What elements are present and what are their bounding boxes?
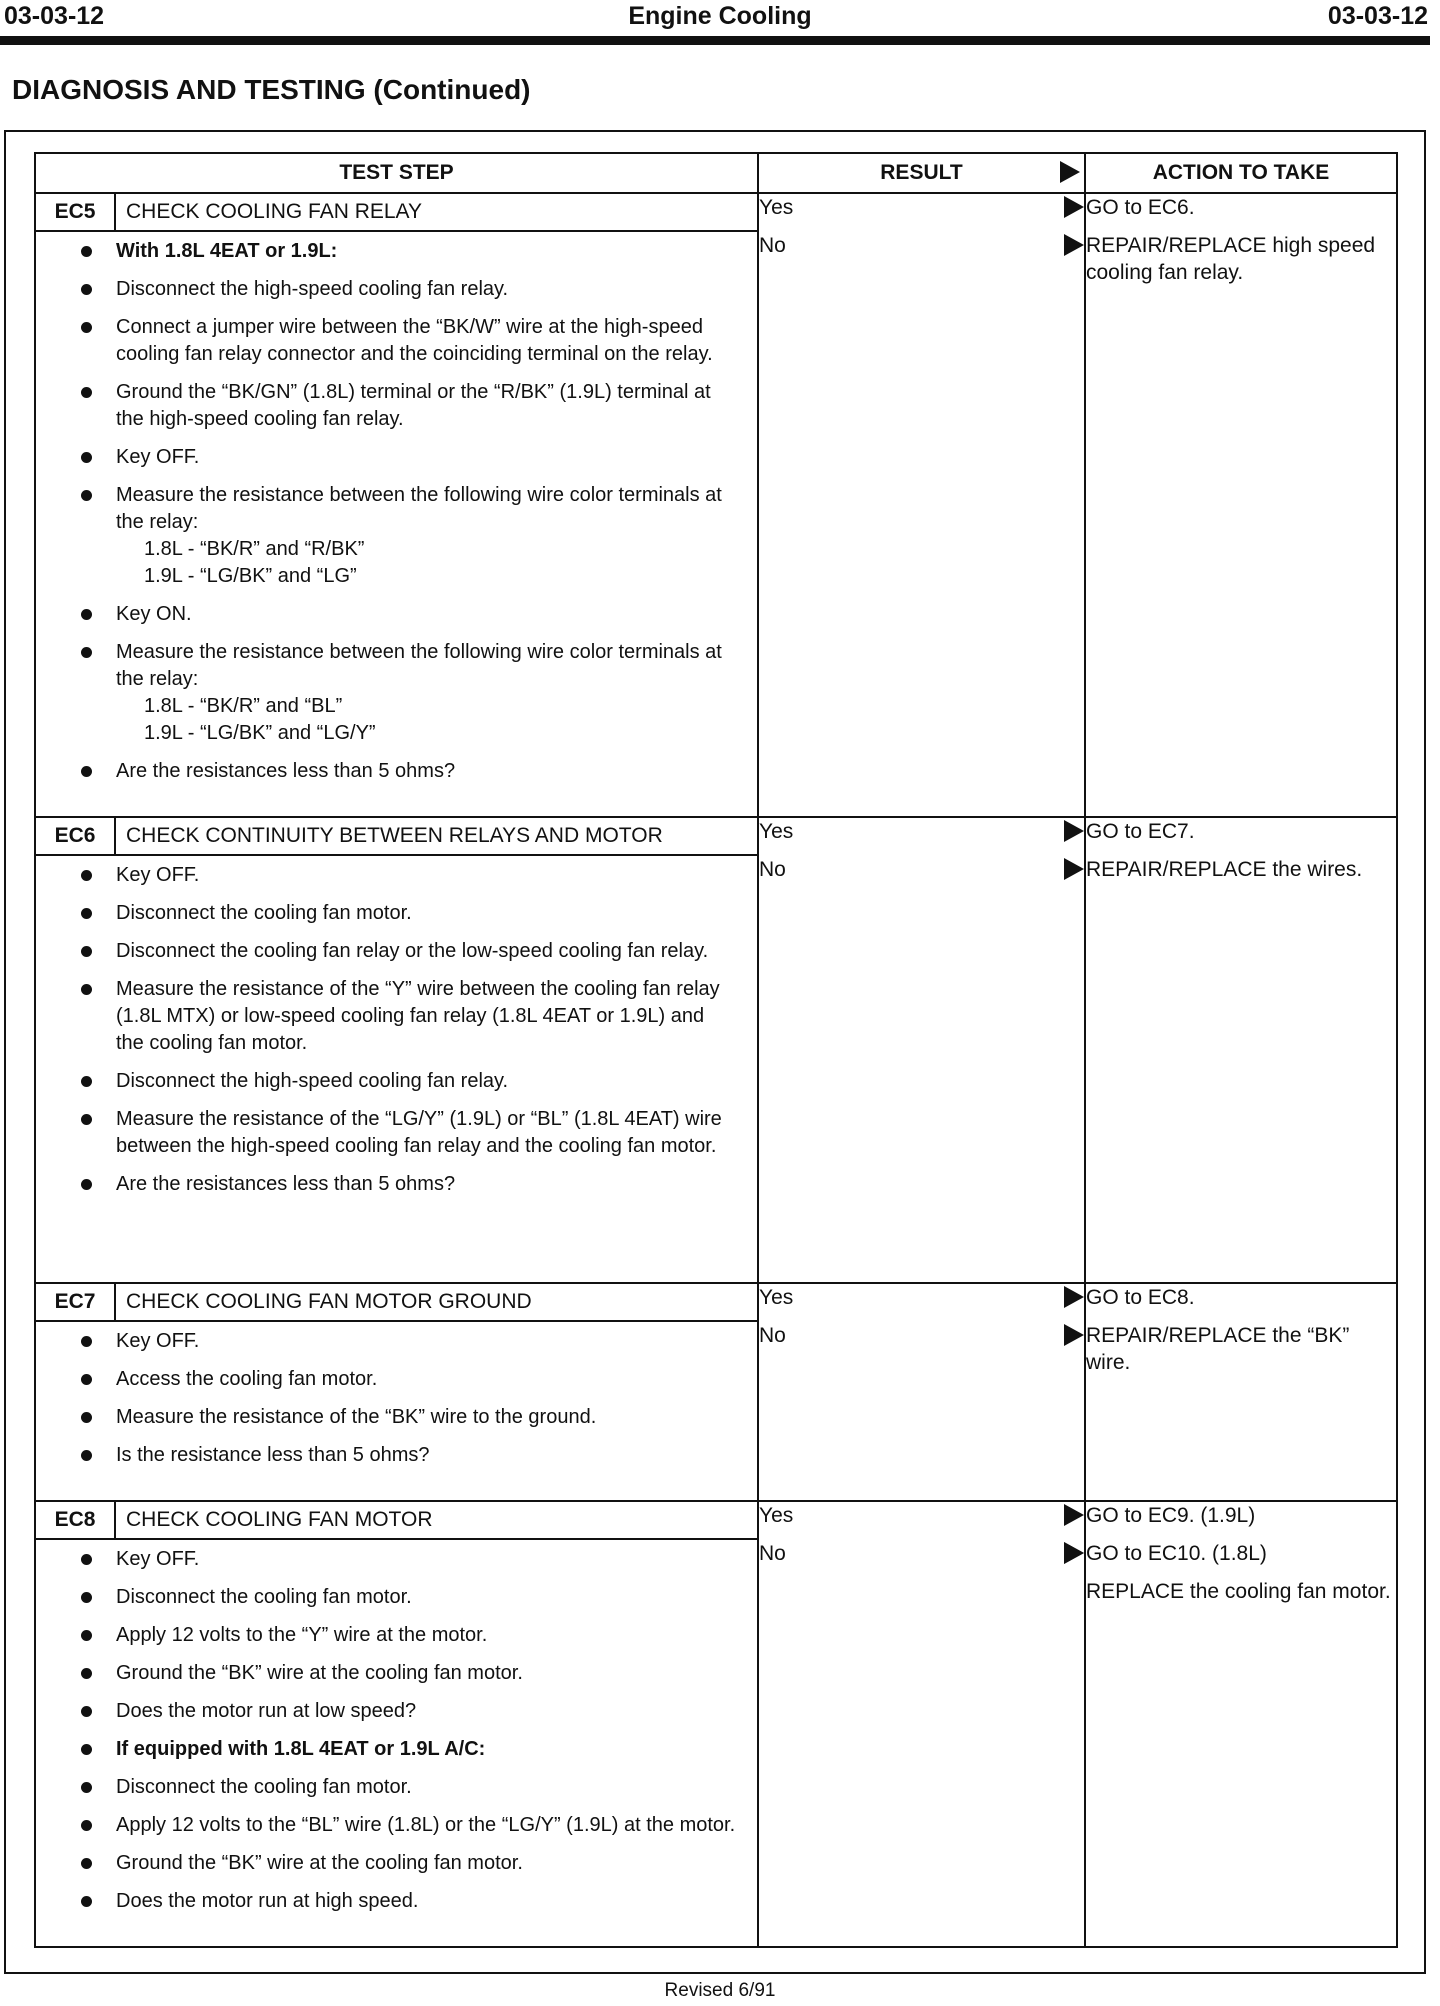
test-step-cell: [35, 817, 758, 1283]
action-text: GO to EC9. (1.9L): [1086, 1504, 1256, 1527]
list-item: Key OFF.: [116, 862, 737, 889]
wire-pair-line: 1.9L - “LG/BK” and “LG/Y”: [144, 722, 376, 744]
list-item: Key ON.: [116, 601, 737, 628]
step-title: CHECK COOLING FAN MOTOR GROUND: [126, 1290, 532, 1313]
step-title: CHECK COOLING FAN MOTOR: [126, 1508, 433, 1531]
test-step-cell: [35, 193, 758, 817]
list-item: Disconnect the high-speed cooling fan relay.: [116, 1068, 737, 1095]
page-number-left: 03-03-12: [4, 2, 105, 30]
arrow-right-icon: [1064, 858, 1084, 880]
list-item: Disconnect the cooling fan motor.: [116, 1774, 737, 1801]
list-item: Connect a jumper wire between the “BK/W” wire at the high-speed cooling fan relay connector and the coinciding terminal on the relay.: [116, 314, 737, 368]
result-yes: Yes: [759, 196, 794, 219]
result-line: [759, 1284, 1084, 1311]
action-text: GO to EC7.: [1086, 820, 1195, 843]
step-row-ec8: [35, 1501, 1397, 1947]
list-item: Ground the “BK” wire at the cooling fan motor.: [116, 1850, 737, 1877]
result-cell: [758, 1501, 1085, 1947]
arrow-right-icon: [1064, 820, 1084, 842]
result-line: [759, 1322, 1084, 1349]
action-cell: [1085, 193, 1397, 817]
step-title: CHECK CONTINUITY BETWEEN RELAYS AND MOTOR: [126, 824, 663, 847]
result-line: [759, 818, 1084, 845]
list-item: Does the motor run at low speed?: [116, 1698, 737, 1725]
test-step-cell: [35, 1501, 758, 1947]
result-line: [759, 1502, 1084, 1529]
action-cell: [1085, 817, 1397, 1283]
list-item: Key OFF.: [116, 1546, 737, 1573]
action-cell: [1085, 1283, 1397, 1501]
action-text: REPLACE the cooling fan motor.: [1086, 1580, 1391, 1603]
step-row-ec6: [35, 817, 1397, 1283]
list-item: Apply 12 volts to the “Y” wire at the motor.: [116, 1622, 737, 1649]
step-code: EC6: [36, 818, 116, 854]
result-yes: Yes: [759, 820, 794, 843]
step-title-bar: [36, 818, 757, 856]
list-item: Disconnect the cooling fan motor.: [116, 1584, 737, 1611]
list-item: Are the resistances less than 5 ohms?: [116, 758, 737, 785]
list-item: Key OFF.: [116, 444, 737, 471]
list-item: Apply 12 volts to the “BL” wire (1.8L) or the “LG/Y” (1.9L) at the motor.: [116, 1812, 737, 1839]
step-title-bar: [36, 1502, 757, 1540]
result-no: No: [759, 858, 786, 881]
action-text: GO to EC8.: [1086, 1286, 1195, 1309]
list-item: Is the resistance less than 5 ohms?: [116, 1442, 737, 1469]
list-item-text: Measure the resistance between the following wire color terminals at the relay:: [116, 641, 722, 690]
list-item: [116, 639, 737, 747]
test-step-cell: [35, 1283, 758, 1501]
arrow-right-icon: [1064, 1504, 1084, 1526]
list-item: [116, 482, 737, 590]
action-text: GO to EC10. (1.8L): [1086, 1542, 1267, 1565]
result-yes: Yes: [759, 1504, 794, 1527]
list-item: Measure the resistance of the “LG/Y” (1.9L) or “BL” (1.8L 4EAT) wire between the high-speed cooling fan relay and the cooling fan motor.: [116, 1106, 737, 1160]
list-item: Key OFF.: [116, 1328, 737, 1355]
revision-note: Revised 6/91: [664, 1980, 776, 2001]
step-title-bar: [36, 1284, 757, 1322]
step-bullets: [36, 1322, 757, 1486]
arrow-right-icon: [1064, 1542, 1084, 1564]
list-item-text: Measure the resistance between the following wire color terminals at the relay:: [116, 484, 722, 533]
action-text: REPAIR/REPLACE high speed cooling fan relay.: [1086, 234, 1376, 284]
arrow-right-icon: [1064, 234, 1084, 256]
list-item: Disconnect the cooling fan motor.: [116, 900, 737, 927]
result-line: [759, 856, 1084, 883]
column-header-test-step: TEST STEP: [35, 153, 758, 193]
table-header-row: [35, 153, 1397, 193]
result-cell: [758, 1283, 1085, 1501]
list-item: Disconnect the cooling fan relay or the low-speed cooling fan relay.: [116, 938, 737, 965]
section-title: DIAGNOSIS AND TESTING (Continued): [12, 74, 531, 105]
result-no: No: [759, 1324, 786, 1347]
arrow-right-icon: [1060, 161, 1080, 183]
list-item: Disconnect the high-speed cooling fan relay.: [116, 276, 737, 303]
list-item: Are the resistances less than 5 ohms?: [116, 1171, 737, 1198]
result-line: [759, 1540, 1084, 1567]
step-title: CHECK COOLING FAN RELAY: [126, 200, 423, 223]
step-bullets: [36, 232, 757, 802]
column-header-action: ACTION TO TAKE: [1085, 153, 1397, 193]
column-header-result: [758, 153, 1085, 193]
page-number-right: 03-03-12: [1327, 2, 1428, 30]
step-bullets: [36, 856, 757, 1215]
column-header-result-label: RESULT: [880, 161, 963, 184]
list-item: If equipped with 1.8L 4EAT or 1.9L A/C:: [116, 1736, 737, 1763]
list-item: Measure the resistance of the “Y” wire between the cooling fan relay (1.8L MTX) or low-speed cooling fan relay (1.8L 4EAT or 1.9L) and the cooling fan motor.: [116, 976, 737, 1057]
list-item: With 1.8L 4EAT or 1.9L:: [116, 238, 737, 265]
step-code: EC7: [36, 1284, 116, 1320]
chapter-title: Engine Cooling: [628, 2, 812, 30]
diagnosis-table: [34, 152, 1398, 1948]
action-text: REPAIR/REPLACE the wires.: [1086, 858, 1363, 881]
arrow-right-icon: [1064, 196, 1084, 218]
step-code: EC5: [36, 194, 116, 230]
result-line: [759, 194, 1084, 221]
action-text: GO to EC6.: [1086, 196, 1195, 219]
step-row-ec5: [35, 193, 1397, 817]
step-code: EC8: [36, 1502, 116, 1538]
result-no: No: [759, 234, 786, 257]
list-item: Does the motor run at high speed.: [116, 1888, 737, 1915]
step-bullets: [36, 1540, 757, 1932]
arrow-right-icon: [1064, 1324, 1084, 1346]
header-rule: [0, 36, 1430, 45]
wire-pair-line: 1.9L - “LG/BK” and “LG”: [144, 565, 357, 587]
list-item: Ground the “BK” wire at the cooling fan motor.: [116, 1660, 737, 1687]
result-cell: [758, 193, 1085, 817]
result-line: [759, 232, 1084, 259]
step-row-ec7: [35, 1283, 1397, 1501]
wire-pair-line: 1.8L - “BK/R” and “BL”: [144, 695, 343, 717]
action-text: REPAIR/REPLACE the “BK” wire.: [1086, 1324, 1350, 1374]
wire-pair-line: 1.8L - “BK/R” and “R/BK”: [144, 538, 365, 560]
arrow-right-icon: [1064, 1286, 1084, 1308]
result-yes: Yes: [759, 1286, 794, 1309]
result-cell: [758, 817, 1085, 1283]
action-cell: [1085, 1501, 1397, 1947]
step-title-bar: [36, 194, 757, 232]
list-item: Measure the resistance of the “BK” wire to the ground.: [116, 1404, 737, 1431]
list-item: Access the cooling fan motor.: [116, 1366, 737, 1393]
result-no: No: [759, 1542, 786, 1565]
list-item: Ground the “BK/GN” (1.8L) terminal or the “R/BK” (1.9L) terminal at the high-speed cooling fan relay.: [116, 379, 737, 433]
